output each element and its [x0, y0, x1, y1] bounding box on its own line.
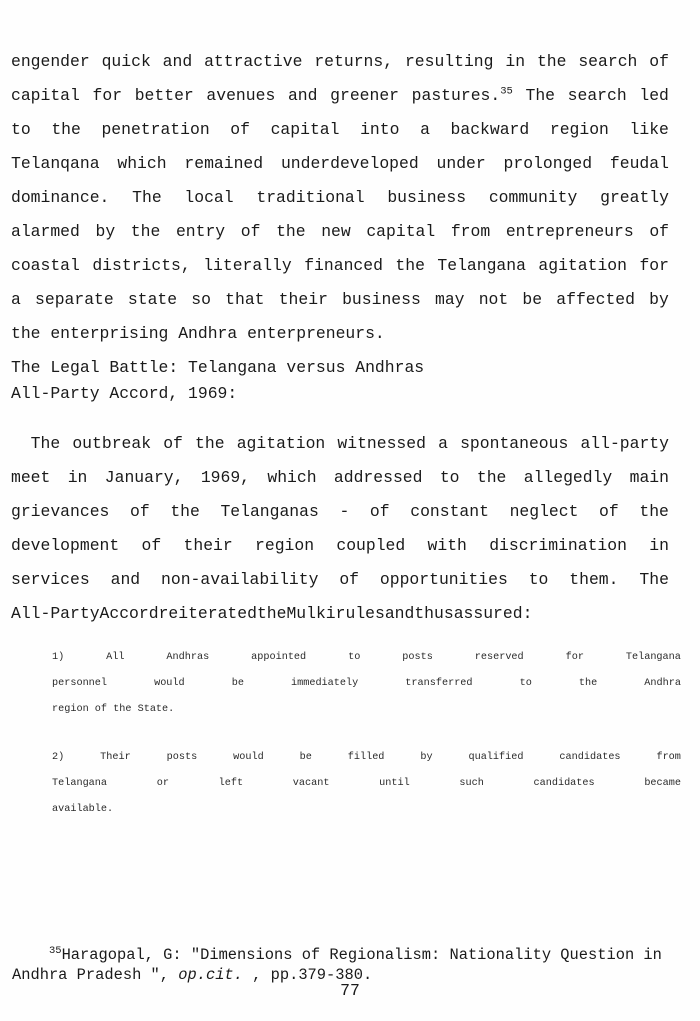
text-run: witnessed [337, 434, 426, 453]
text-run: a [11, 290, 21, 309]
text-run: Telangana [52, 778, 108, 789]
text-run: from [450, 222, 491, 241]
text-run: region [255, 536, 315, 555]
text-run: Andhra [644, 678, 681, 689]
text-line [11, 181, 669, 215]
text-run: new [321, 222, 351, 241]
text-run: that [225, 290, 265, 309]
text-run: their [278, 290, 328, 309]
text-run: 1969, [200, 468, 251, 487]
text-run: a [438, 434, 448, 453]
text-line [52, 745, 681, 771]
page-number: 77 [340, 981, 360, 1000]
text-run: reserved [474, 652, 524, 663]
text-run: addressed [333, 468, 423, 487]
text-run: opportunities [379, 570, 508, 589]
text-run: alarmed [11, 222, 80, 241]
text-run: the [476, 468, 507, 487]
text-run: of [649, 52, 669, 71]
text-run: All-Party [11, 604, 100, 623]
text-run: which [117, 154, 167, 173]
text-run: January, [104, 468, 184, 487]
text-run: Telanqana [11, 154, 100, 173]
text-run: The [525, 86, 555, 105]
text-run: into [360, 120, 400, 139]
text-line [52, 645, 681, 671]
text-run: candidates [533, 778, 595, 789]
text-run: the [51, 120, 81, 139]
text-run: The [639, 570, 669, 589]
text-run: state [127, 290, 178, 309]
text-run: candidates [559, 752, 621, 763]
text-run: would [154, 678, 185, 689]
text-run: literally [203, 256, 292, 275]
text-run: discrimination [489, 536, 627, 555]
text-run: to [11, 120, 31, 139]
text-run: allegedly [523, 468, 613, 487]
footnote-text-before: Haragopal, G: "Dimensions of Regionalism: Nationality Question in Andhra Pradesh ", [12, 946, 672, 984]
text-run: vacant [292, 778, 330, 789]
text-run: Their [100, 752, 131, 763]
text-run: Mulki [286, 604, 336, 623]
text-run: qualified [468, 752, 524, 763]
text-run: would [233, 752, 264, 763]
text-run: of [649, 222, 669, 241]
text-line [52, 797, 681, 823]
text-run: in [505, 52, 526, 71]
text-run: led [639, 86, 669, 105]
text-run: - [339, 502, 350, 521]
text-run: penetration [101, 120, 210, 139]
text-run: under [436, 154, 486, 173]
text-run: of [240, 222, 261, 241]
text-run: remained [184, 154, 264, 173]
text-run: backward [450, 120, 530, 139]
text-run: and [287, 86, 318, 105]
text-run: to [519, 678, 532, 689]
text-run: constant [410, 502, 489, 521]
text-run: pastures.$^{35}$ [411, 85, 513, 105]
text-line [11, 147, 669, 181]
text-run: by [649, 290, 669, 309]
text-line [11, 427, 669, 461]
text-run: capital [270, 120, 340, 139]
text-run: all-party [580, 434, 669, 453]
text-run: for [565, 652, 584, 663]
text-line [52, 697, 681, 723]
heading-line-1: The Legal Battle: Telangana versus Andhras [11, 358, 425, 377]
text-run: and [384, 604, 415, 623]
text-run: be [299, 752, 312, 763]
text-run: of [599, 502, 619, 521]
text-run: greatly [600, 188, 669, 207]
text-run: Andhras [166, 652, 210, 663]
text-run: region of the State. [52, 704, 175, 715]
text-run: of [163, 434, 183, 453]
text-run: Telanganas [220, 502, 319, 521]
text-run: became [644, 778, 681, 789]
footnote-citation-italic: op.cit. [178, 966, 243, 984]
text-line [52, 771, 681, 797]
text-run: affected [556, 290, 635, 309]
text-run: meet [11, 468, 51, 487]
text-run: dominance. [11, 188, 110, 207]
text-run: until [379, 778, 410, 789]
list-item [52, 745, 681, 823]
text-run: financed [304, 256, 383, 275]
text-run: The [11, 434, 61, 453]
text-run: the [276, 222, 306, 241]
list-item [52, 645, 681, 723]
text-run: by [420, 752, 433, 763]
text-run: a [420, 120, 430, 139]
text-run: business [342, 290, 421, 309]
text-run: thus [414, 604, 454, 623]
text-run: to [439, 468, 460, 487]
text-run: rules [335, 604, 385, 623]
text-run: not [478, 290, 509, 309]
text-line [52, 671, 681, 697]
text-run: them. [569, 570, 619, 589]
text-run: greener [330, 86, 399, 105]
text-run: so [191, 290, 211, 309]
text-run: capital [11, 86, 80, 105]
text-run: 1) [52, 652, 65, 663]
text-run: better [134, 86, 194, 105]
text-run: appointed [251, 652, 307, 663]
text-run: the [395, 256, 425, 275]
text-line [11, 283, 669, 317]
text-run: services [11, 570, 90, 589]
text-run: to [348, 652, 361, 663]
text-run: underdeveloped [280, 154, 419, 173]
footnote-reference: 35 [500, 85, 513, 98]
text-run: which [267, 468, 317, 487]
text-line [11, 317, 669, 351]
text-run: engender [11, 52, 90, 71]
text-run: of [130, 502, 150, 521]
text-run: of [230, 120, 250, 139]
text-run: in [649, 536, 669, 555]
text-run: capital [366, 222, 436, 241]
text-run: be [522, 290, 543, 309]
text-run: assured [453, 604, 523, 623]
text-run: agitation [236, 434, 326, 453]
text-run: the [195, 434, 225, 453]
text-run: business [387, 188, 467, 207]
text-run: avenues [206, 86, 276, 105]
text-run: : [522, 604, 533, 623]
text-run: outbreak [72, 434, 152, 453]
text-run: returns, [314, 52, 394, 71]
text-run: and [110, 570, 141, 589]
text-run: coastal [11, 256, 80, 275]
text-run: The [132, 188, 162, 207]
text-run: the [639, 502, 669, 521]
text-run: personnel [52, 678, 108, 689]
text-run: separate [35, 290, 114, 309]
text-run: or [156, 778, 169, 789]
text-run: the [578, 678, 598, 689]
text-line [11, 461, 669, 495]
text-run: posts [166, 752, 198, 763]
text-run: of [141, 536, 162, 555]
text-run: such [459, 778, 484, 789]
text-line [11, 45, 669, 79]
footnote-marker: 35 [48, 944, 62, 957]
text-run: spontaneous [460, 434, 569, 453]
text-line [11, 529, 669, 563]
text-run: local [184, 188, 234, 207]
text-run: quick [101, 52, 151, 71]
text-run: attractive [204, 52, 303, 71]
text-run: for [639, 256, 669, 275]
text-run: the [170, 502, 200, 521]
text-run: the [536, 52, 567, 71]
text-run: like [629, 120, 669, 139]
text-run: from [656, 752, 681, 763]
text-line [11, 113, 669, 147]
body-paragraph-1 [11, 45, 669, 351]
text-run: reiterated [158, 604, 257, 623]
text-run: districts, [92, 256, 191, 275]
footnote-text-after: , pp.379-380. [242, 966, 373, 984]
text-run: the [256, 604, 287, 623]
text-line [11, 495, 669, 529]
text-run: All [106, 652, 125, 663]
text-line [11, 597, 669, 631]
text-run: available. [52, 804, 114, 815]
text-run: feudal [609, 154, 669, 173]
text-run: by [95, 222, 116, 241]
text-run: transferred [405, 678, 473, 689]
text-run: and [162, 52, 193, 71]
text-run: neglect [509, 502, 579, 521]
text-run: traditional [256, 188, 365, 207]
text-run: the enterprising Andhra enterpreneurs. [11, 324, 385, 343]
text-run: Telangana [437, 256, 526, 275]
text-run: in [67, 468, 88, 487]
text-run: of [339, 570, 360, 589]
text-run: their [183, 536, 233, 555]
text-run: search [567, 86, 627, 105]
text-run: development [11, 536, 120, 555]
text-run: immediately [290, 678, 359, 689]
text-run: left [218, 778, 244, 789]
text-run: resulting [404, 52, 494, 71]
text-run: may [434, 290, 465, 309]
body-paragraph-2 [11, 427, 669, 631]
text-run: posts [402, 652, 433, 663]
text-run: search [578, 52, 638, 71]
text-run: with [427, 536, 467, 555]
text-run: community [488, 188, 578, 207]
text-run: 2) [52, 752, 65, 763]
text-run: prolonged [503, 154, 593, 173]
text-run: non-availability [161, 570, 319, 589]
text-run: entry [175, 222, 226, 241]
text-run: entrepreneurs [505, 222, 634, 241]
text-run: to [528, 570, 549, 589]
text-run: main [629, 468, 669, 487]
text-line [11, 249, 669, 283]
heading-line-2: All-Party Accord, 1969: [11, 384, 238, 403]
section-heading [11, 355, 669, 407]
text-line [11, 79, 669, 113]
text-line [11, 563, 669, 597]
text-run: region [549, 120, 609, 139]
text-run: be [231, 678, 244, 689]
text-run: of [369, 502, 390, 521]
text-run: coupled [336, 536, 406, 555]
text-run: Telangana [625, 652, 681, 663]
text-run: for [92, 86, 123, 105]
text-run: filled [347, 752, 385, 763]
text-run: Accord [99, 604, 159, 623]
text-run: the [130, 222, 161, 241]
text-line [11, 215, 669, 249]
text-run: agitation [538, 256, 627, 275]
text-run: grievances [11, 502, 110, 521]
